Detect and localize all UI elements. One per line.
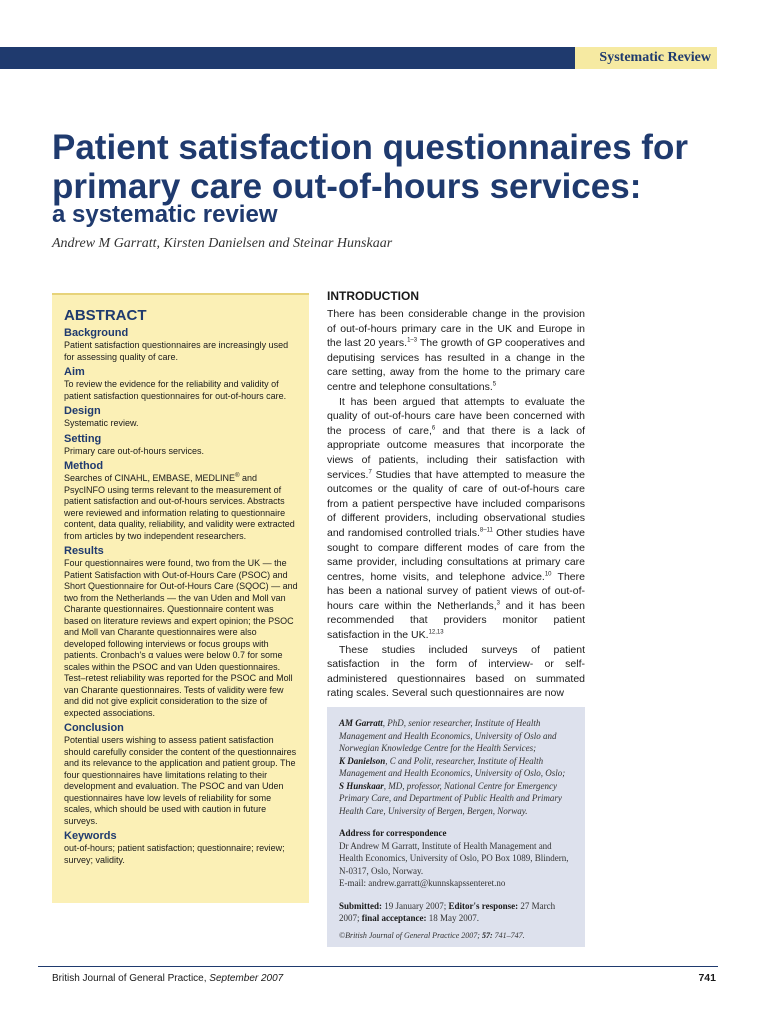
abstract-setting-heading: Setting — [64, 432, 102, 445]
abstract-keywords-text: out-of-hours; patient satisfaction; questionnaire; review; survey; validity. — [64, 843, 285, 865]
citation: 10 — [544, 571, 552, 578]
affiliation-3 — [339, 780, 575, 818]
submission-dates — [339, 900, 575, 925]
abstract-box — [52, 293, 309, 903]
submitted-value: 19 January 2007; — [382, 900, 449, 911]
abstract-conclusion-text: Potential users wishing to assess patient satisfaction should carefully consider the content of the questionnaires and its relevance to the application and patient group. The four questionnaires have limitations relating to their development and evaluation. The PSOC and van Uden questionnaires have low levels of reliability for some scales, which should be used with caution in future surveys. — [64, 735, 297, 826]
final-acceptance-value: 18 May 2007. — [426, 913, 479, 923]
affiliation-name: S Hunskaar — [339, 780, 384, 791]
citation: 12,13 — [428, 629, 444, 636]
copyright-line — [339, 930, 575, 943]
intro-p2-text-b: and that there is a lack of appropriate outcome measures that incorporate the views of patients, including their satisfaction with services. — [327, 424, 585, 481]
submitted-label: Submitted: — [339, 900, 383, 911]
article-subtitle: a systematic review — [52, 201, 278, 228]
author-list: Andrew M Garratt, Kirsten Danielsen and Steinar Hunskaar — [52, 236, 393, 251]
abstract-keywords-heading: Keywords — [64, 830, 117, 842]
citation: 8–11 — [479, 527, 493, 534]
abstract-method-heading: Method — [64, 460, 104, 472]
page-number: 741 — [698, 972, 716, 984]
abstract-design-text: Systematic review. — [64, 418, 139, 428]
affiliation-2 — [339, 755, 575, 780]
citation: 6 — [431, 425, 436, 432]
intro-p1-text-a: There has been considerable change in the provision of out-of-hours primary care in the UK and Europe in the last 20 years. — [327, 308, 585, 350]
abstract-heading: ABSTRACT — [64, 307, 147, 324]
abstract-results-heading: Results — [64, 545, 104, 557]
introduction-section — [327, 289, 585, 701]
intro-paragraph-3: These studies included surveys of patient satisfaction in the form of interview- or self-administered questionnaires based on summated rating scales. Several such questionnaires are now — [327, 643, 585, 700]
footer-divider — [38, 966, 718, 967]
abstract-method-text — [64, 473, 299, 542]
method-text-part1: Searches of CINAHL, EMBASE, MEDLINE — [64, 473, 236, 483]
correspondence-address: Dr Andrew M Garratt, Institute of Health Management and Health Economics, University of Oslo, PO Box 1089, Blindern, N-0317, Oslo, Norway. — [339, 840, 569, 876]
intro-p2-text-f: and it has been recommended that providers monitor patient satisfaction in the UK. — [327, 599, 585, 642]
final-acceptance-label: final acceptance: — [361, 913, 427, 923]
citation: 3 — [496, 600, 500, 607]
intro-p2-text-d: Other studies have sought to compare different modes of care from the same provider, including consultations at primary care centres, home visits, and telephone advice. — [327, 526, 585, 583]
intro-p2-text-e: There has been a national survey of patient views of out-of-hours care within the Netherlands, — [327, 570, 585, 612]
footer-journal — [52, 973, 283, 984]
correspondence-heading: Address for correspondence — [339, 828, 447, 838]
citation: 7 — [368, 469, 372, 476]
article-title: Patient satisfaction questionnaires for primary care out-of-hours services: — [52, 128, 688, 206]
abstract-setting-text: Primary care out-of-hours services. — [64, 445, 205, 456]
affiliation-name: K Danielson — [339, 755, 386, 766]
abstract-aim-heading: Aim — [64, 366, 85, 378]
copyright-volume: 57: — [481, 930, 493, 940]
abstract-background-heading: Background — [64, 327, 129, 339]
method-text-part2: and PsycINFO using terms relevant to the measurement of patient satisfaction and out-of-hours services. Abstracts were reviewed and information relating to questionnaire content, data quality, reliability, and validity were extracted from articles by two independent researchers. — [64, 473, 295, 541]
abstract-background-text: Patient satisfaction questionnaires are increasingly used for assessing quality of care. — [64, 340, 289, 362]
abstract-aim-text: To review the evidence for the reliability and validity of patient satisfaction questionnaires for out-of-hours care. — [64, 379, 287, 401]
copyright-pages: 741–747. — [492, 930, 525, 940]
issue-date: September 2007 — [206, 973, 284, 984]
editor-response-label: Editor's response: — [448, 900, 519, 911]
affiliation-name: AM Garratt — [339, 718, 383, 728]
abstract-results-text: Four questionnaires were found, two from the UK — the Patient Satisfaction with Out-of-Hours Care (PSOC) and Short Questionnaire for Out-of-Hours Care (SQOC) — and two from the Netherlands — the van Uden and Moll van Charante questionnaires. Questionnaire content was based on literature reviews and expert opinion; the PSOC and Moll van Charante questionnaires were also developed following interviews or focus groups with patients. Cronbach's α values were below 0.7 for some scales within the PSOC and van Uden questionnaires. Test–retest reliability was reported for the PSOC and Moll van Charante questionnaires. Tests of validity were few and did not give explicit consideration to the size of expected associations. — [64, 558, 298, 718]
intro-paragraph-2 — [327, 395, 585, 643]
registered-mark: ® — [235, 473, 240, 479]
intro-p1-text-b: The growth of GP cooperatives and deputising services has resulted in a change in the care setting, away from the home to the primary care centre and telephone consultations. — [327, 337, 585, 393]
abstract-conclusion-heading: Conclusion — [64, 722, 124, 734]
abstract-design-heading: Design — [64, 405, 101, 417]
introduction-heading: INTRODUCTION — [327, 289, 419, 303]
citation: 5 — [492, 381, 497, 388]
affiliation-text: , C and Polit, researcher, Institute of Health Management and Health Economics, University of Oslo, Oslo; — [339, 755, 566, 778]
editor-response-value: 27 March 2007; — [339, 900, 556, 923]
intro-paragraph-1 — [327, 307, 585, 395]
affiliation-text: , PhD, senior researcher, Institute of Health Management and Health Economics, University of Oslo and Norwegian Knowledge Centre for the Health Services; — [339, 718, 557, 753]
journal-name: British Journal of General Practice, — [52, 973, 207, 984]
author-affiliations-box — [327, 707, 585, 947]
citation: 1–3 — [407, 337, 418, 344]
intro-p2-text-a: It has been argued that attempts to evaluate the quality of out-of-hours care have been concerned with the process of care, — [327, 395, 585, 437]
correspondence-email[interactable]: E-mail: andrew.garratt@kunnskapssenteret.no — [339, 878, 506, 888]
section-tag: Systematic Review — [575, 47, 717, 69]
intro-p2-text-c: Studies that have attempted to measure the outcomes or the quality of care of out-of-hours care from a patient perspective have included comparisons of different providers, including observational studies and randomised controlled trials. — [327, 468, 585, 539]
affiliation-text: , MD, professor, National Centre for Emergency Primary Care, and Department of Public Health and Primary Health Care, University of Bergen, Bergen, Norway. — [339, 780, 562, 816]
affiliation-1 — [339, 717, 575, 755]
copyright-text: ©British Journal of General Practice 2007; — [339, 930, 482, 940]
